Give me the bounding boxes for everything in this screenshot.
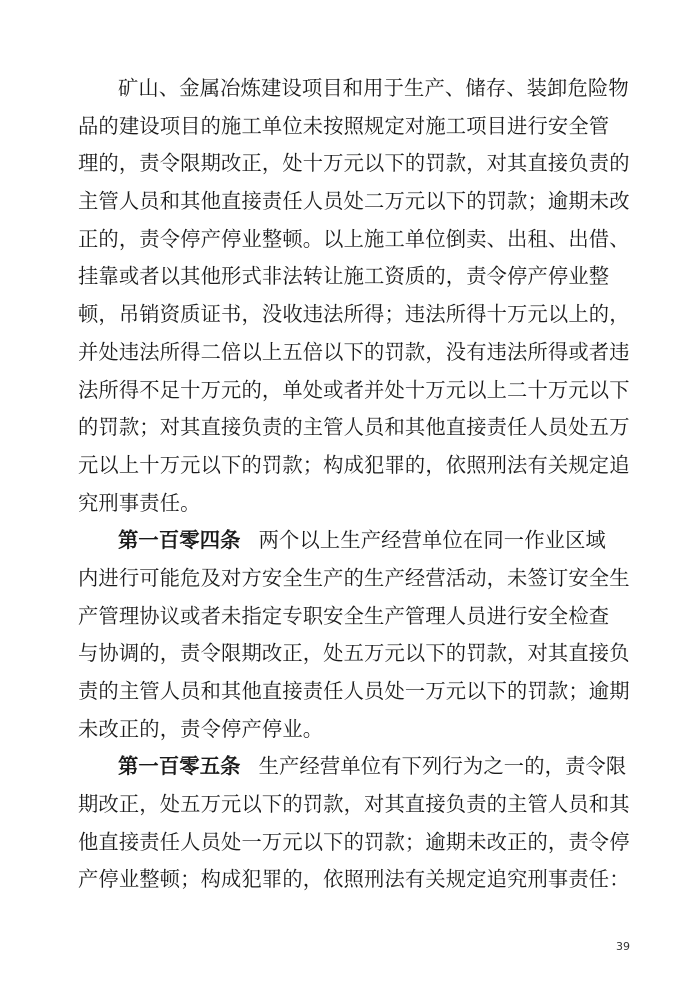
text-line: 产停业整顿；构成犯罪的，依照刑法有关规定追究刑事责任： xyxy=(78,867,630,892)
text-line: 期改正，处五万元以下的罚款，对其直接负责的主管人员和其 xyxy=(78,792,630,817)
article-first-line xyxy=(78,748,628,786)
text-line: 主管人员和其他直接责任人员处二万元以下的罚款；逾期未改 xyxy=(78,189,630,214)
text-line: 的罚款；对其直接负责的主管人员和其他直接责任人员处五万 xyxy=(78,415,630,440)
body-text xyxy=(78,70,628,899)
article-105-heading: 第一百零五条 xyxy=(118,754,241,779)
article-first-line xyxy=(78,522,628,560)
paragraph-1 xyxy=(78,70,628,522)
text-line: 品的建设项目的施工单位未按照规定对施工项目进行安全管 xyxy=(78,113,610,138)
text-line: 挂靠或者以其他形式非法转让施工资质的，责令停产停业整 xyxy=(78,264,610,289)
text-line: 矿山、金属冶炼建设项目和用于生产、储存、装卸危险物 xyxy=(118,76,629,100)
article-104-intro: 两个以上生产经营单位在同一作业区域 xyxy=(258,528,606,553)
article-105 xyxy=(78,748,628,899)
text-line: 内进行可能危及对方安全生产的生产经营活动，未签订安全生 xyxy=(78,565,630,590)
text-line: 法所得不足十万元的，单处或者并处十万元以上二十万元以下 xyxy=(78,377,630,402)
article-105-intro: 生产经营单位有下列行为之一的，责令限 xyxy=(258,754,627,779)
article-104-heading: 第一百零四条 xyxy=(118,528,241,553)
text-line: 未改正的，责令停产停业。 xyxy=(78,716,324,741)
page-number: 39 xyxy=(616,940,630,953)
article-104 xyxy=(78,522,628,748)
text-line: 他直接责任人员处一万元以下的罚款；逾期未改正的，责令停 xyxy=(78,829,630,854)
text-line: 产管理协议或者未指定专职安全生产管理人员进行安全检查 xyxy=(78,603,610,628)
text-line: 责的主管人员和其他直接责任人员处一万元以下的罚款；逾期 xyxy=(78,679,630,703)
text-line: 元以上十万元以下的罚款；构成犯罪的，依照刑法有关规定追 xyxy=(78,452,630,477)
text-line: 理的，责令限期改正，处十万元以下的罚款，对其直接负责的 xyxy=(78,151,630,176)
text-line: 顿，吊销资质证书，没收违法所得；违法所得十万元以上的， xyxy=(78,302,630,327)
text-line: 与协调的，责令限期改正，处五万元以下的罚款，对其直接负 xyxy=(78,641,630,666)
text-line: 正的，责令停产停业整顿。以上施工单位倒卖、出租、出借、 xyxy=(78,226,630,251)
text-line: 究刑事责任。 xyxy=(78,490,201,515)
text-line: 并处违法所得二倍以上五倍以下的罚款，没有违法所得或者违 xyxy=(78,339,630,364)
